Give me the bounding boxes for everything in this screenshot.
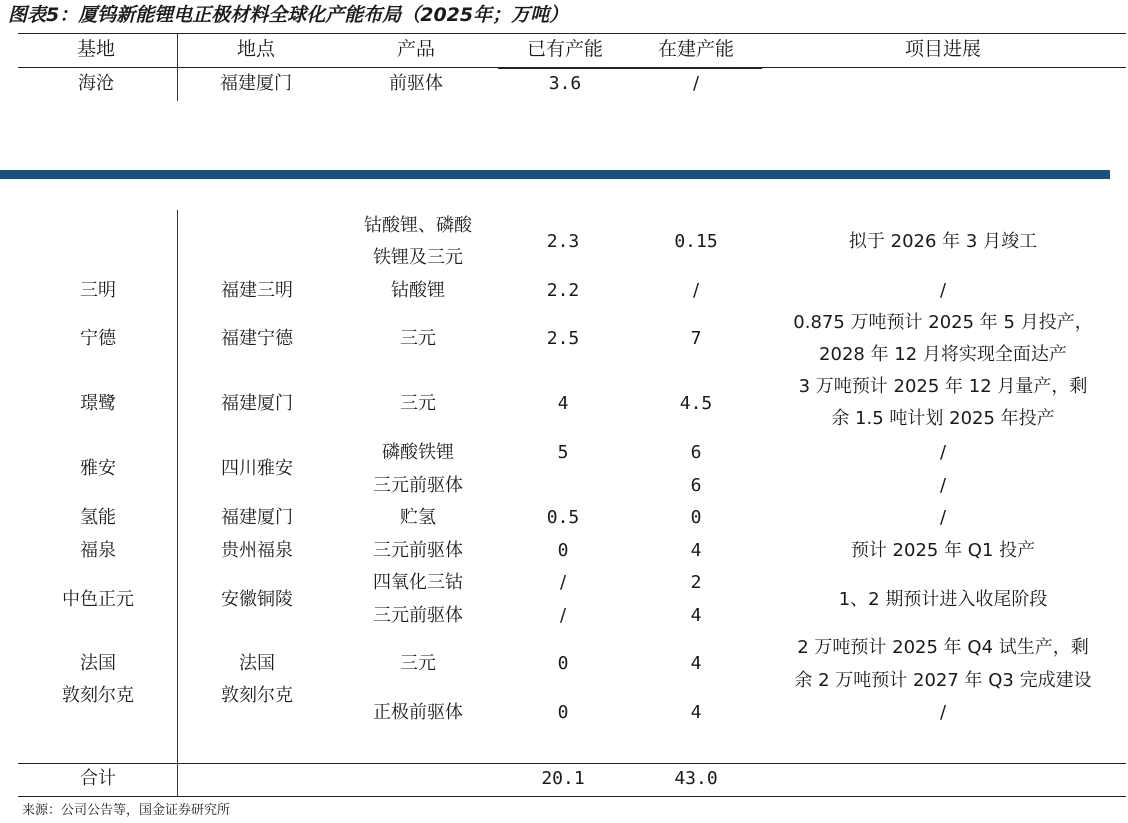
row-haicang-building: / — [692, 73, 700, 94]
row-ningde-product: 三元 — [400, 328, 436, 349]
row-fuquan-product: 三元前驱体 — [373, 540, 463, 561]
row-yaan-building-b: 6 — [690, 475, 702, 496]
row-dunkirk-building: 4 — [690, 702, 702, 723]
header-progress: 项目进展 — [904, 38, 982, 60]
row-qingneng-base: 氢能 — [80, 507, 116, 528]
row-ningde-existing: 2.5 — [546, 328, 580, 349]
row-unnamed-product-line1: 钴酸锂、磷酸 — [364, 215, 472, 236]
row-qingneng-location: 福建厦门 — [221, 507, 293, 528]
page-break-band — [0, 170, 1110, 179]
row-fuquan-location: 贵州福泉 — [221, 540, 293, 561]
total-label: 合计 — [80, 768, 116, 789]
column-divider-main — [177, 210, 178, 796]
row-fuquan-existing: 0 — [557, 540, 569, 561]
row-unnamed-product-line2: 铁锂及三元 — [373, 247, 463, 268]
row-jinglu-progress-line2: 余 1.5 吨计划 2025 年投产 — [831, 408, 1055, 429]
row-sanming-location: 福建三明 — [221, 280, 293, 301]
row-sanming-existing: 2.2 — [546, 280, 580, 301]
row-zhongse-building-a: 2 — [690, 572, 702, 593]
row-haicang-base: 海沧 — [78, 73, 114, 94]
row-france-base: 法国 — [80, 653, 116, 674]
row-sanming-progress: / — [939, 280, 947, 301]
row-dunkirk-progress: / — [939, 702, 947, 723]
row-sanming-product: 钴酸锂 — [391, 280, 445, 301]
row-dunkirk-existing: 0 — [557, 702, 569, 723]
figure-title: 图表5：厦钨新能锂电正极材料全球化产能布局（2025年；万吨） — [8, 4, 569, 26]
row-france-building: 4 — [690, 653, 702, 674]
row-yaan-product-a: 磷酸铁锂 — [382, 442, 454, 463]
header-existing: 已有产能 — [526, 38, 604, 60]
row-qingneng-progress: / — [939, 507, 947, 528]
row-france-location: 法国 — [239, 653, 275, 674]
row-fuquan-building: 4 — [690, 540, 702, 561]
total-bottom-rule — [18, 796, 1126, 797]
row-ningde-base: 宁德 — [80, 328, 116, 349]
row-jinglu-building: 4.5 — [679, 393, 713, 414]
header-product: 产品 — [396, 38, 436, 60]
source-note: 来源：公司公告等，国金证券研究所 — [22, 803, 231, 818]
row-yaan-existing-a: 5 — [557, 442, 569, 463]
row-dunkirk-location: 敦刻尔克 — [221, 685, 293, 706]
row-yaan-product-b: 三元前驱体 — [373, 475, 463, 496]
row-ningde-progress-line1: 0.875 万吨预计 2025 年 5 月投产， — [793, 312, 1093, 333]
row-jinglu-location: 福建厦门 — [221, 393, 293, 414]
row-jinglu-product: 三元 — [400, 393, 436, 414]
row-france-progress-line2: 余 2 万吨预计 2027 年 Q3 完成建设 — [794, 670, 1092, 691]
row-haicang-product: 前驱体 — [389, 73, 443, 94]
row-jinglu-base: 璟鹭 — [80, 393, 116, 414]
row-jinglu-existing: 4 — [557, 393, 569, 414]
header-base: 基地 — [76, 38, 116, 60]
row-zhongse-progress: 1、2 期预计进入收尾阶段 — [838, 589, 1048, 610]
row-zhongse-location: 安徽铜陵 — [221, 589, 293, 610]
row-zhongse-base: 中色正元 — [62, 589, 134, 610]
row-haicang-location: 福建厦门 — [220, 73, 292, 94]
row-haicang-existing: 3.6 — [548, 73, 582, 94]
row-france-product: 三元 — [400, 653, 436, 674]
row-zhongse-product-b: 三元前驱体 — [373, 605, 463, 626]
row-unnamed-progress: 拟于 2026 年 3 月竣工 — [848, 231, 1038, 252]
row-yaan-progress-b: / — [939, 475, 947, 496]
row-jinglu-progress-line1: 3 万吨预计 2025 年 12 月量产，剩 — [798, 376, 1088, 397]
row-zhongse-product-a: 四氧化三钴 — [373, 572, 463, 593]
column-divider-top — [177, 33, 178, 101]
header-capacity-rule — [498, 67, 762, 69]
row-unnamed-existing: 2.3 — [546, 231, 580, 252]
header-location: 地点 — [236, 38, 276, 60]
row-yaan-location: 四川雅安 — [221, 458, 293, 479]
row-fuquan-base: 福泉 — [80, 540, 116, 561]
row-france-existing: 0 — [557, 653, 569, 674]
total-existing: 20.1 — [541, 768, 585, 789]
row-france-progress-line1: 2 万吨预计 2025 年 Q4 试生产，剩 — [797, 637, 1089, 658]
row-zhongse-existing-b: / — [559, 605, 567, 626]
row-qingneng-product: 贮氢 — [400, 507, 436, 528]
row-zhongse-existing-a: / — [559, 572, 567, 593]
row-ningde-location: 福建宁德 — [221, 328, 293, 349]
row-yaan-base: 雅安 — [80, 458, 116, 479]
row-qingneng-building: 0 — [690, 507, 702, 528]
row-ningde-progress-line2: 2028 年 12 月将实现全面达产 — [819, 344, 1067, 365]
row-dunkirk-base: 敦刻尔克 — [62, 685, 134, 706]
row-yaan-progress-a: / — [939, 442, 947, 463]
row-zhongse-building-b: 4 — [690, 605, 702, 626]
row-ningde-building: 7 — [690, 328, 702, 349]
row-yaan-building-a: 6 — [690, 442, 702, 463]
row-sanming-building: / — [692, 280, 700, 301]
row-dunkirk-product: 正极前驱体 — [373, 702, 463, 723]
header-building: 在建产能 — [657, 38, 735, 60]
total-building: 43.0 — [674, 768, 718, 789]
row-sanming-base: 三明 — [80, 280, 116, 301]
row-unnamed-building: 0.15 — [674, 231, 718, 252]
row-qingneng-existing: 0.5 — [546, 507, 580, 528]
row-fuquan-progress: 预计 2025 年 Q1 投产 — [850, 540, 1036, 561]
